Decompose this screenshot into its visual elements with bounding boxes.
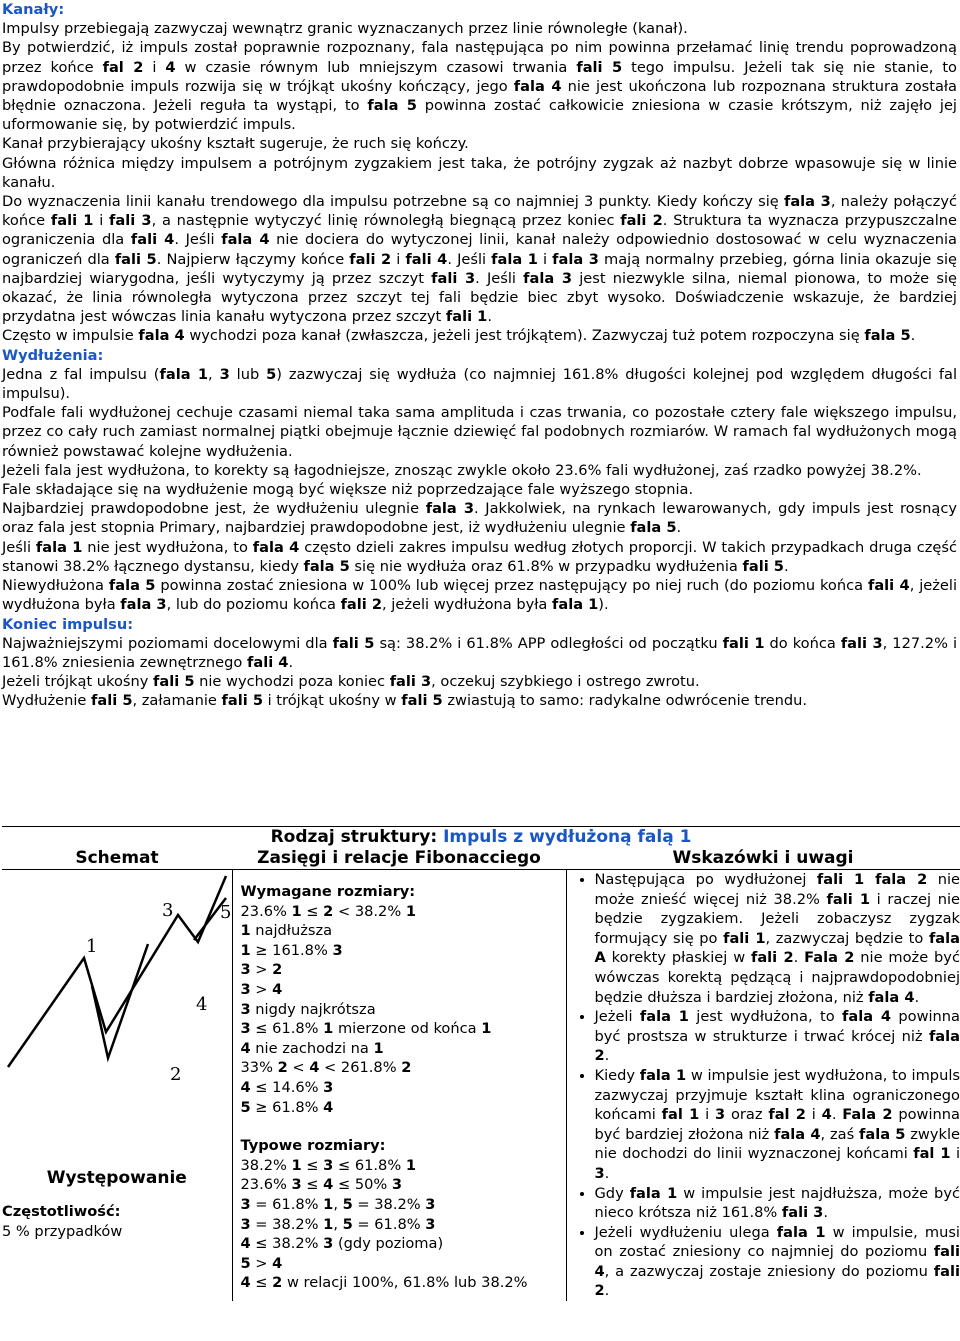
zasiegi-cell (232, 870, 566, 1302)
typowe-item: 4 ≤ 38.2% 3 (gdy pozioma) (240, 1235, 444, 1253)
wskazowka-item: • Jeżeli wydłużeniu ulega fala 1 w impulsie, musi on zostać zniesiony co najmniej do poziomu fali 4, a zazwyczaj zostaje zniesiony do poziomu fali 2. (595, 1223, 960, 1301)
wave-diagram (2, 870, 230, 1160)
wave-label-1: 1 (86, 936, 98, 957)
column-header-wskazowki: Wskazówki i uwagi (566, 848, 960, 870)
paragraph: Wydłużenie fali 5, załamanie fali 5 i trójkąt ukośny w fali 5 zwiastują to samo: radykalne odwrócenie trendu. (2, 692, 808, 710)
wymagane-item: 4 nie zachodzi na 1 (240, 1039, 384, 1057)
paragraph: Główna różnica między impulsem a potrójnym zygzakiem jest taka, że potrójny zygzak aż nazbyt dobrze wpasowuje się w linie kanału. (2, 154, 957, 191)
typowe-item: 4 ≤ 2 w relacji 100%, 61.8% lub 38.2% (240, 1274, 528, 1292)
typowe-item: 38.2% 1 ≤ 3 ≤ 61.8% 1 (240, 1156, 416, 1174)
wave-line (8, 876, 226, 1067)
wave-line-inner (92, 944, 148, 1058)
wave-label-3: 3 (162, 900, 174, 921)
heading-wydluzenia: Wydłużenia: (2, 346, 104, 364)
main-text (2, 0, 957, 711)
paragraph: Jeśli fala 1 nie jest wydłużona, to fala 4 często dzieli zakres impulsu według złotych proporcji. W takich przypadkach druga część stanowi 38.2% łącznego dystansu, kiedy fala 5 się nie wydłuża oraz 61.8% w przypadku wydłużenia fali 5. (2, 538, 957, 575)
wymagane-item: 23.6% 1 ≤ 2 < 38.2% 1 (240, 902, 416, 920)
table-title-prefix: Rodzaj struktury: (270, 827, 444, 847)
typowe-item: 5 > 4 (240, 1254, 283, 1272)
typowe-item: 3 = 61.8% 1, 5 = 38.2% 3 (240, 1195, 436, 1213)
paragraph: Jedna z fal impulsu (fala 1, 3 lub 5) zazwyczaj się wydłuża (co najmniej 161.8% długości kolejnej pod względem długości fal impulsu). (2, 365, 957, 403)
wave-label-2: 2 (170, 1064, 182, 1085)
paragraph: Niewydłużona fala 5 powinna zostać zniesiona w 100% lub więcej przez następujący po niej ruch (do poziomu końca fali 4, jeżeli wydłużona była fala 3, lub do poziomu końca fali 2, jeżeli wydłużona była fala 1). (2, 577, 958, 614)
paragraph: Do wyznaczenia linii kanału trendowego dla impulsu potrzebne są co najmniej 3 punkty. Kiedy kończy się fala 3, należy połączyć końce fali 1 i fali 3, a następnie wytyczyć linię równoległą biegnącą przez koniec fali 2. Struktura ta wyznacza przypuszczalne ograniczenia dla fali 4. Jeśli fala 4 nie dociera do wytyczonej linii, kanał należy odpowiednio dostosować w celu wyznaczenia ograniczeń dla fali 5. Najpierw łączymy końce fali 2 i fali 4. Jeśli fala 1 i fala 3 mają normalny przebieg, górna linia okazuje się najbardziej wiarygodna, jeśli wytyczymy ją przez szczyt fali 3. Jeśli fala 3 jest niezwykle silna, niemal pionowa, to może się okazać, że linia równoległa wytyczona przez szczyt tej fali będzie biec zbyt wysoko. Doświadczenie wskazuje, że bardziej przydatna jest wówczas linia kanału wytyczona przez szczyt fali 1. (2, 193, 958, 326)
heading-kanaly: Kanały: (2, 1, 65, 18)
wymagane-list (241, 902, 566, 1118)
structure-table (2, 827, 960, 1301)
wymagane-item: 1 najdłuższa (240, 922, 333, 940)
table-title (2, 827, 960, 848)
heading-koniec: Koniec impulsu: (2, 615, 134, 633)
paragraph: Jeżeli trójkąt ukośny fali 5 nie wychodzi poza koniec fali 3, oczekuj szybkiego i ostrego zwrotu. (2, 673, 700, 691)
paragraph: Najbardziej prawdopodobne jest, że wydłużeniu ulegnie fala 3. Jakkolwiek, na rynkach lewarowanych, gdy impuls jest rosnący oraz fala jest stopnia Primary, najbardziej prawdopodobne jest, iż wydłużeniu ulegnie fala 5. (2, 500, 958, 537)
wave-label-5: 5 (220, 902, 232, 923)
wymagane-item: 1 ≥ 161.8% 3 (240, 941, 343, 959)
wskazowka-item: • Następująca po wydłużonej fali 1 fala 2 nie może znieść więcej niż 38.2% fali 1 i raczej nie będzie zygzakiem. Jeżeli zobaczysz zygzak formujący się po fali 1, zazwyczaj będzie to fala A korekty płaskiej w fali 2. Fala 2 nie może być wówczas korektą pędzącą i najprawdopodobniej będzie dłuższa i bardziej złożona, niż fala 4. (595, 870, 960, 1007)
paragraph: Impulsy przebiegają zazwyczaj wewnątrz granic wyznaczanych przez linie równoległe (kanał). (2, 20, 688, 38)
wymagane-item: 5 ≥ 61.8% 4 (240, 1098, 334, 1116)
wymagane-item: 3 > 2 (240, 961, 283, 979)
schemat-cell (2, 870, 232, 1302)
table-title-highlight: Impuls z wydłużoną falą 1 (443, 827, 692, 847)
wskazowka-item: • Jeżeli fala 1 jest wydłużona, to fala 4 powinna być prostsza w strukturze i trwać krócej niż fala 2. (595, 1007, 960, 1066)
czestotliwosc-label: Częstotliwość: (2, 1203, 121, 1221)
typowe-heading: Typowe rozmiary: (240, 1137, 386, 1155)
wskazowka-item: • Gdy fala 1 w impulsie jest najdłuższa, może być nieco krótsza niż 161.8% fali 3. (595, 1184, 960, 1223)
wymagane-item: 4 ≤ 14.6% 3 (240, 1078, 334, 1096)
paragraph: Fale składające się na wydłużenie mogą być większe niż poprzedzające fale wyższego stopnia. (2, 481, 694, 499)
wymagane-item: 3 ≤ 61.8% 1 mierzone od końca 1 (240, 1020, 492, 1038)
paragraph: Podfale fali wydłużonej cechuje czasami niemal taka sama amplituda i czas trwania, co pozostałe cztery fale większego impulsu, przez co cały ruch zamiast normalnej piątki obejmuje łącznie dziewięć fal podobnych rozmiarów. W ramach fal wydłużonych mogą również powstawać kolejne wydłużenia. (2, 404, 957, 460)
czestotliwosc-value: 5 % przypadków (2, 1222, 123, 1240)
wymagane-item: 3 > 4 (240, 980, 283, 998)
wskazowka-item: • Kiedy fala 1 w impulsie jest wydłużona, to impuls zazwyczaj przyjmuje kształt klina ograniczonego końcami fal 1 i 3 oraz fal 2 i 4. Fala 2 powinna być bardziej złożona niż fala 4, zaś fala 5 zwykle nie dochodzi do linii wyznaczonej końcami fal 1 i 3. (595, 1066, 960, 1184)
column-header-zasiegi: Zasięgi i relacje Fibonacciego (232, 848, 566, 870)
wskazowki-list (575, 870, 960, 1301)
wave-label-4: 4 (196, 994, 208, 1015)
paragraph: Często w impulsie fala 4 wychodzi poza kanał (zwłaszcza, jeżeli jest trójkątem). Zazwyczaj tuż potem rozpoczyna się fala 5. (2, 327, 916, 345)
wystepowanie-label: Występowanie (46, 1168, 187, 1189)
typowe-list (241, 1156, 566, 1293)
wymagane-item: 3 nigdy najkrótsza (240, 1000, 376, 1018)
column-header-schemat: Schemat (2, 848, 232, 870)
paragraph: By potwierdzić, iż impuls został poprawnie rozpoznany, fala następująca po nim powinna przełamać linię trendu poprowadzoną przez końce fal 2 i 4 w czasie równym lub mniejszym czasowi trwania fali 5 tego impulsu. Jeżeli tak się nie stanie, to prawdopodobnie impuls rozwija się w trójkąt ukośny kończący, jego fala 4 nie jest ukończona lub rozpoznana struktura została błędnie oznaczona. Jeżeli reguła ta wystąpi, to fala 5 powinna zostać całkowicie zniesiona w czasie krótszym, niż zajęło jej uformowanie się, by potwierdzić impuls. (2, 39, 957, 134)
typowe-item: 3 = 38.2% 1, 5 = 61.8% 3 (240, 1215, 436, 1233)
wskazowki-cell (566, 870, 960, 1302)
typowe-item: 23.6% 3 ≤ 4 ≤ 50% 3 (240, 1176, 403, 1194)
paragraph: Najważniejszymi poziomami docelowymi dla fali 5 są: 38.2% i 61.8% APP odległości od początku fali 1 do końca fali 3, 127.2% i 161.8% zniesienia zewnętrznego fali 4. (2, 634, 958, 671)
wymagane-item: 33% 2 < 4 < 261.8% 2 (240, 1059, 412, 1077)
wymagane-heading: Wymagane rozmiary: (240, 883, 416, 900)
paragraph: Jeżeli fala jest wydłużona, to korekty są łagodniejsze, znosząc zwykle około 23.6% fali wydłużonej, zaś rzadko powyżej 38.2%. (2, 461, 922, 479)
paragraph: Kanał przybierający ukośny kształt sugeruje, że ruch się kończy. (2, 135, 469, 153)
